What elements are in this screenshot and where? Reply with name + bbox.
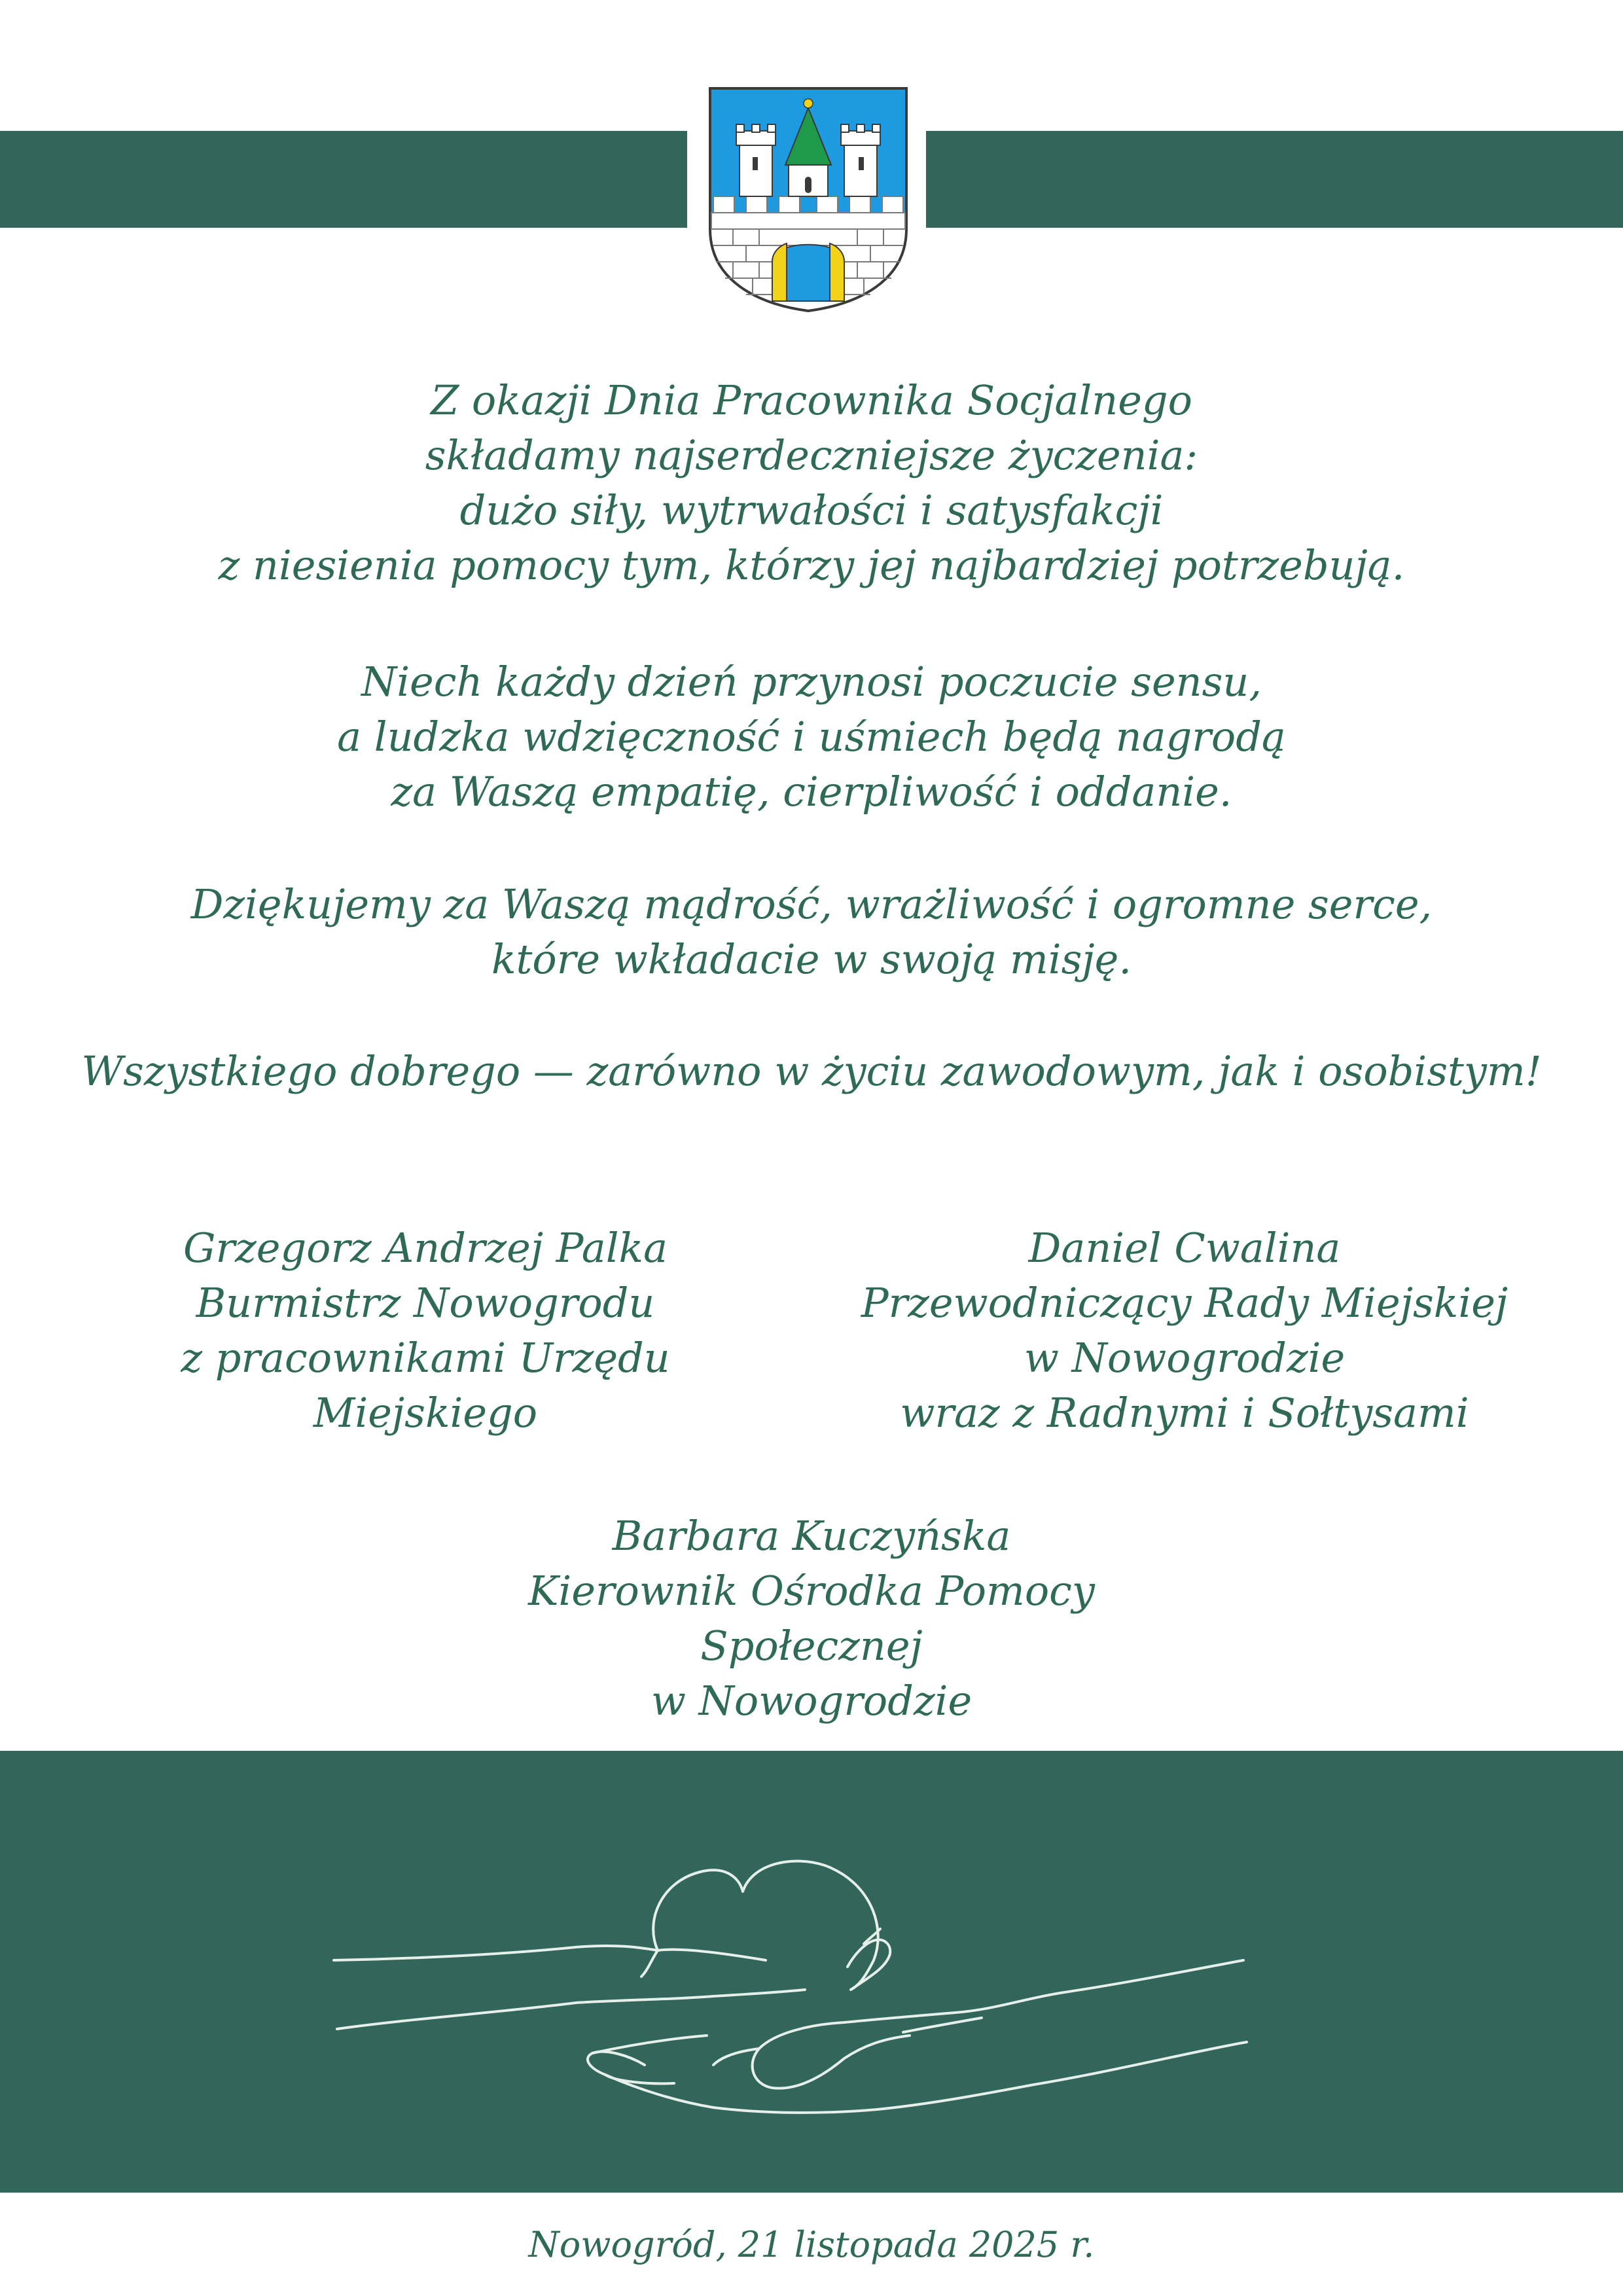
signature-name: Grzegorz Andrzej Palka (183, 1224, 668, 1272)
signature-social-welfare-head (484, 1509, 1139, 1729)
signature-place: w Nowogrodzie (1024, 1334, 1346, 1382)
greeting-line: Wszystkiego dobrego — zarówno w życiu zawodowym, jak i osobistym! (81, 1047, 1542, 1095)
greeting-line: dużo siły, wytrwałości i satysfakcji (459, 486, 1164, 534)
greeting-paragraph-3 (0, 877, 1623, 987)
signature-mayor (98, 1221, 753, 1441)
greeting-line: Dziękujemy za Waszą mądrość, wrażliwość i ogromne serce, (190, 880, 1433, 928)
signature-name: Barbara Kuczyńska (612, 1512, 1011, 1560)
greeting-line: za Waszą empatię, cierpliwość i oddanie. (391, 768, 1232, 816)
signature-title: Przewodniczący Rady Miejskiej (861, 1279, 1508, 1327)
greeting-paragraph-4 (0, 1044, 1623, 1099)
greeting-paragraph-1 (0, 373, 1623, 593)
signature-note: wraz z Radnymi i Sołtysami (900, 1389, 1469, 1437)
signature-note: z pracownikami Urzędu Miejskiego (181, 1334, 670, 1437)
greeting-line: z niesienia pomocy tym, którzy jej najbardziej potrzebują. (218, 541, 1405, 589)
greeting-line: składamy najserdeczniejsze życzenia: (425, 431, 1198, 479)
greeting-line: Niech każdy dzień przynosi poczucie sensu, (361, 658, 1262, 706)
greeting-line: a ludzka wdzięczność i uśmiech będą nagrodą (337, 713, 1286, 761)
greeting-line: które wkładacie w swoją misję. (491, 935, 1132, 983)
top-band-left (0, 131, 687, 228)
signature-name: Daniel Cwalina (1028, 1224, 1341, 1272)
top-band-right (926, 131, 1623, 228)
signature-title: Burmistrz Nowogrodu (196, 1279, 655, 1327)
date-place-line: Nowogród, 21 listopada 2025 r. (528, 2224, 1095, 2265)
signature-place: w Nowogrodzie (651, 1677, 972, 1725)
nowogrod-coat-of-arms-icon (707, 85, 910, 314)
bottom-band (0, 1751, 1623, 2193)
signature-title: Kierownik Ośrodka Pomocy Społecznej (528, 1567, 1095, 1670)
greeting-line: Z okazji Dnia Pracownika Socjalnego (431, 376, 1192, 424)
greeting-paragraph-2 (0, 655, 1623, 819)
hands-holding-heart-icon (0, 1751, 1623, 2193)
signature-council-chair (857, 1221, 1512, 1441)
